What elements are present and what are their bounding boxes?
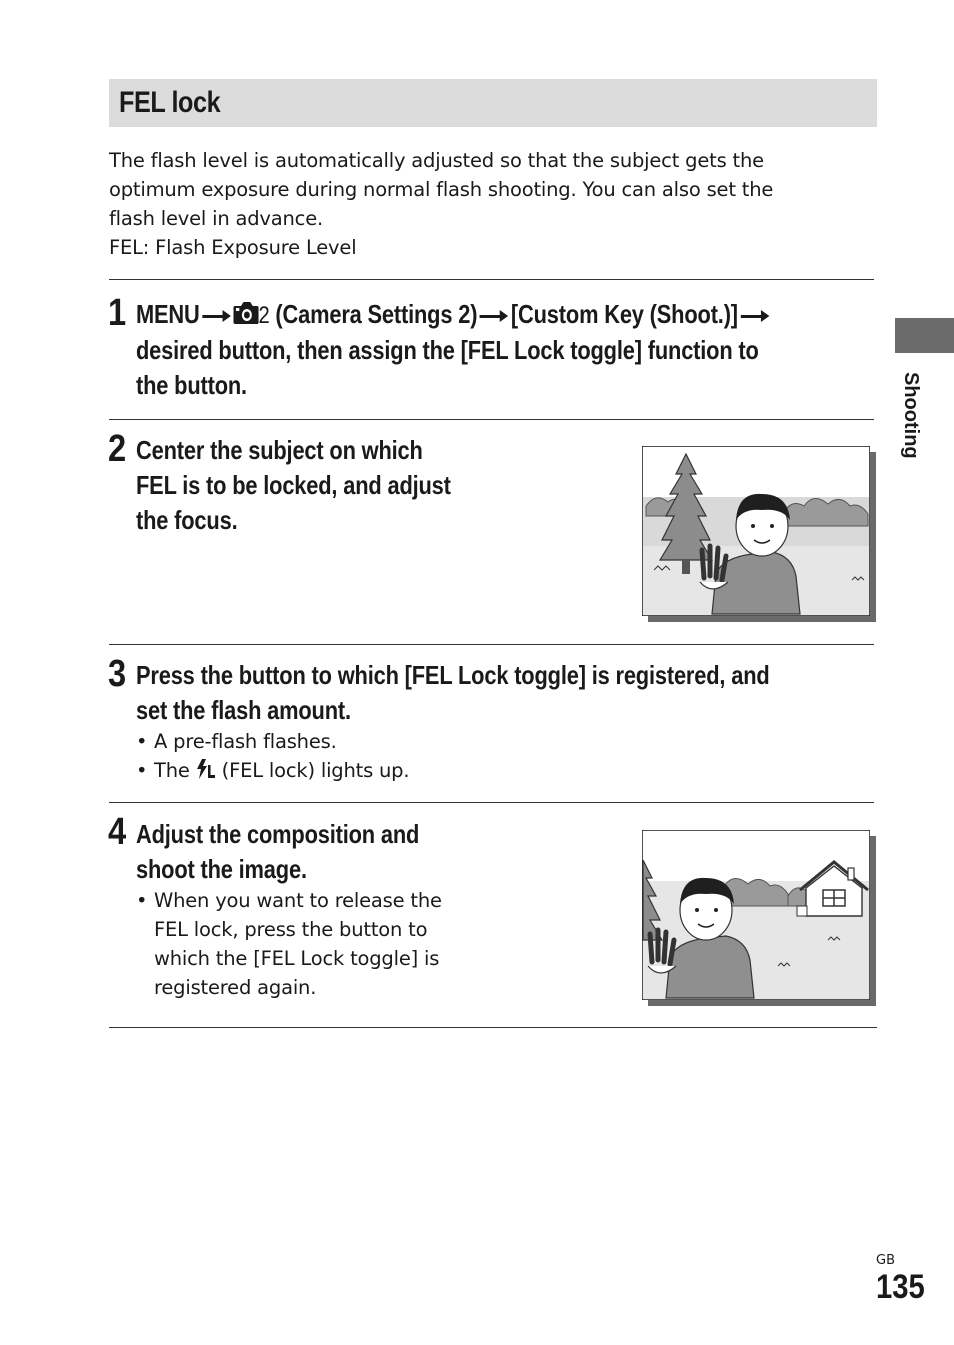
intro-line: The flash level is automatically adjusted so that the subject gets the	[109, 149, 764, 172]
bullet-continuation: FEL lock, press the button to	[154, 918, 428, 941]
step-number: 2	[108, 428, 127, 470]
illustration-recomposed-shot	[642, 830, 870, 1000]
intro-paragraph	[109, 146, 869, 262]
side-section-tab	[895, 318, 954, 353]
intro-line: optimum exposure during normal flash shooting. You can also set the	[109, 178, 774, 201]
divider	[109, 279, 874, 280]
flash-lock-icon	[196, 759, 216, 779]
page-number: 135	[876, 1268, 925, 1306]
bullet-continuation: registered again.	[154, 976, 317, 999]
step-number: 3	[108, 653, 127, 695]
bullet-text: The	[154, 759, 190, 782]
step-1-line: the button.	[136, 370, 247, 400]
intro-line: flash level in advance.	[109, 207, 323, 230]
illustration-subject-centered	[642, 446, 870, 616]
step-2-text	[136, 433, 451, 538]
bullet-item: • When you want to release the	[136, 886, 442, 915]
right-arrow-icon	[740, 306, 769, 326]
region-code: GB	[876, 1253, 895, 1268]
section-title-bar	[109, 79, 877, 127]
step-number: 1	[108, 292, 127, 334]
menu-segment: [Custom Key (Shoot.)]	[510, 299, 738, 329]
divider	[109, 802, 874, 803]
step-2-line: the focus.	[136, 505, 238, 535]
step-1-text	[136, 297, 772, 403]
divider	[109, 1027, 877, 1028]
menu-label: MENU	[136, 299, 200, 329]
right-arrow-icon	[202, 306, 231, 326]
bullet-continuation: which the [FEL Lock toggle] is	[154, 947, 440, 970]
camera-icon	[233, 303, 258, 323]
camera-settings-number: 2	[258, 302, 270, 329]
menu-segment: (Camera Settings 2)	[275, 299, 478, 329]
step-3-bullets	[136, 727, 409, 785]
step-4-text	[136, 817, 419, 887]
step-2-line: Center the subject on which	[136, 435, 423, 465]
step-4-bullets	[136, 886, 442, 1002]
bullet-item	[136, 756, 409, 785]
step-1-line: desired button, then assign the [FEL Lock toggle] function to	[136, 335, 759, 365]
page-title: FEL lock	[119, 86, 221, 119]
right-arrow-icon	[480, 306, 509, 326]
side-section-label: Shooting	[900, 372, 922, 459]
step-3-line: Press the button to which [FEL Lock toggle] is registered, and	[136, 660, 770, 690]
step-number: 4	[108, 811, 127, 853]
step-3-line: set the flash amount.	[136, 695, 351, 725]
bullet-item: • A pre-flash flashes.	[136, 727, 409, 756]
step-2-line: FEL is to be locked, and adjust	[136, 470, 451, 500]
step-4-line: shoot the image.	[136, 854, 307, 884]
bullet-text: (FEL lock) lights up.	[221, 759, 410, 782]
intro-definition: FEL: Flash Exposure Level	[109, 236, 357, 259]
step-4-line: Adjust the composition and	[136, 819, 420, 849]
divider	[109, 419, 874, 420]
divider	[109, 644, 874, 645]
step-3-text	[136, 658, 770, 728]
